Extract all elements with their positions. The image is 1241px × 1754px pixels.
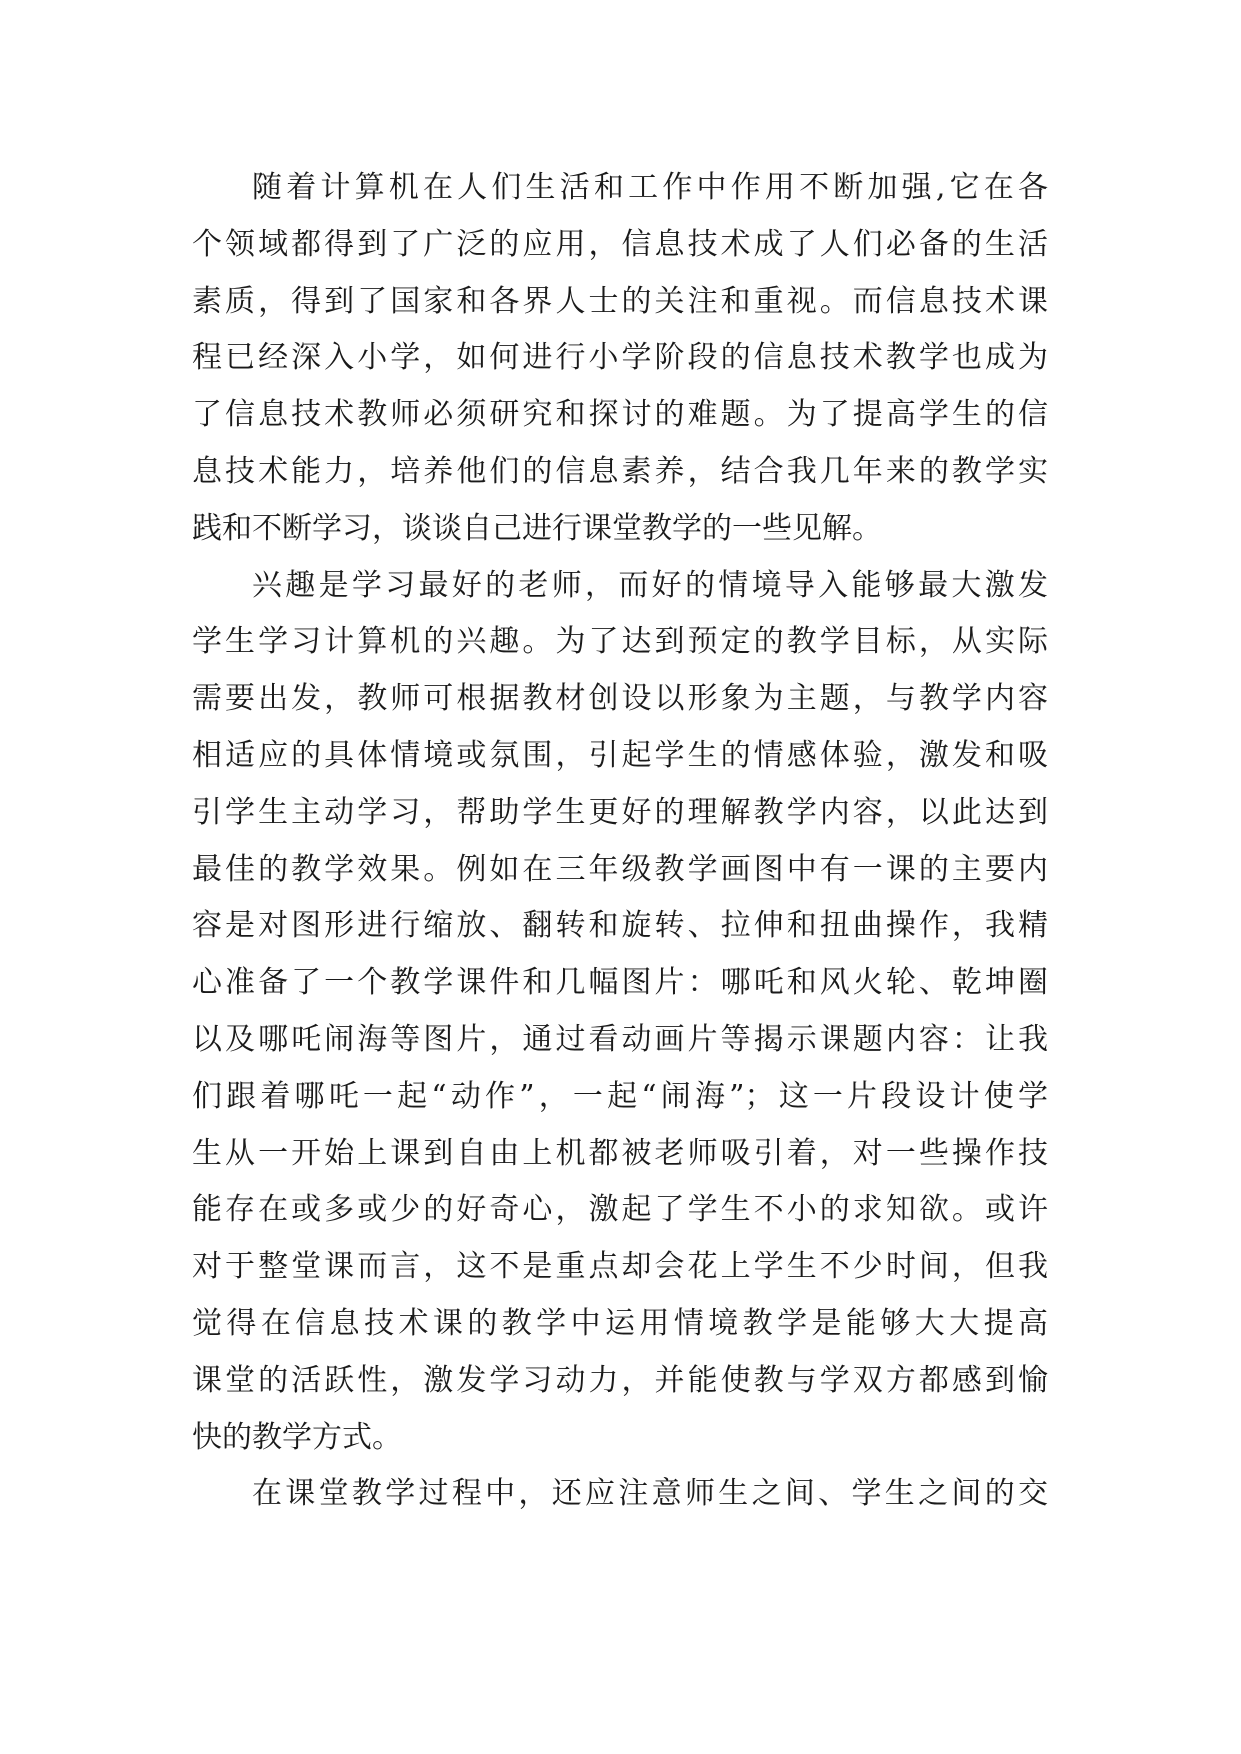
paragraph-1-line-5: 了信息技术教师必须研究和探讨的难题。为了提高学生的信	[192, 397, 1048, 433]
paragraph-2-line-10: 们跟着哪吒一起“动作”，一起“闹海”；这一片段设计使学	[192, 1078, 1048, 1114]
paragraph-1-line-1: 随着计算机在人们生活和工作中作用不断加强,它在各	[252, 170, 1048, 205]
paragraph-2-line-1: 兴趣是学习最好的老师，而好的情境导入能够最大激发	[252, 567, 1048, 603]
paragraph-2-line-6: 最佳的教学效果。例如在三年级教学画图中有一课的主要内	[192, 851, 1048, 887]
paragraph-1-line-7: 践和不断学习，谈谈自己进行课堂教学的一些见解。	[192, 510, 882, 546]
body-text	[192, 160, 1048, 1523]
paragraph-2-line-3: 需要出发，教师可根据教材创设以形象为主题，与教学内容	[192, 681, 1048, 717]
paragraph-2-line-2: 学生学习计算机的兴趣。为了达到预定的教学目标，从实际	[192, 624, 1048, 660]
paragraph-1-line-2: 个领域都得到了广泛的应用，信息技术成了人们必备的生活	[192, 226, 1048, 262]
paragraph-2-line-14: 觉得在信息技术课的教学中运用情境教学是能够大大提高	[192, 1305, 1048, 1341]
paragraph-2-line-16: 快的教学方式。	[192, 1419, 402, 1455]
paragraph-1-line-3: 素质，得到了国家和各界人士的关注和重视。而信息技术课	[192, 283, 1048, 319]
paragraph-2-line-4: 相适应的具体情境或氛围，引起学生的情感体验，激发和吸	[192, 737, 1048, 773]
paragraph-2-line-9: 以及哪吒闹海等图片，通过看动画片等揭示课题内容：让我	[192, 1021, 1048, 1057]
paragraph-2-line-11: 生从一开始上课到自由上机都被老师吸引着，对一些操作技	[192, 1135, 1048, 1171]
paragraph-2-line-13: 对于整堂课而言，这不是重点却会花上学生不少时间，但我	[192, 1249, 1048, 1285]
paragraph-2-line-7: 容是对图形进行缩放、翻转和旋转、拉伸和扭曲操作，我精	[192, 908, 1048, 944]
paragraph-2-line-15: 课堂的活跃性，激发学习动力，并能使教与学双方都感到愉	[192, 1362, 1048, 1398]
paragraph-2-line-12: 能存在或多或少的好奇心，激起了学生不小的求知欲。或许	[192, 1192, 1048, 1228]
paragraph-2-line-5: 引学生主动学习，帮助学生更好的理解教学内容，以此达到	[192, 794, 1048, 830]
paragraph-3-line-1: 在课堂教学过程中，还应注意师生之间、学生之间的交	[252, 1476, 1048, 1512]
paragraph-2-line-8: 心准备了一个教学课件和几幅图片：哪吒和风火轮、乾坤圈	[192, 965, 1048, 1001]
paragraph-1-line-4: 程已经深入小学，如何进行小学阶段的信息技术教学也成为	[192, 340, 1048, 376]
paragraph-1-line-6: 息技术能力，培养他们的信息素养，结合我几年来的教学实	[192, 453, 1048, 489]
